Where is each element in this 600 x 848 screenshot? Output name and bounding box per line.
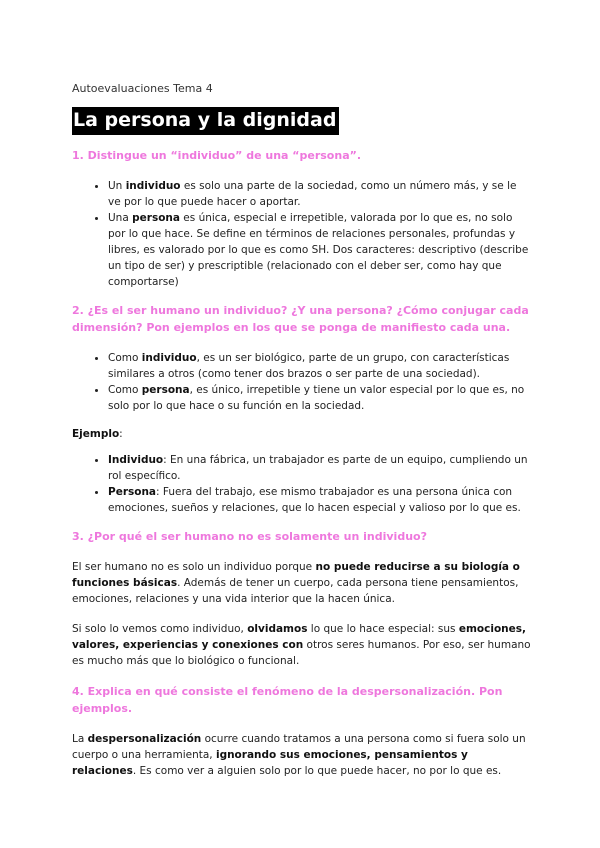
example-label: Ejemplo:	[72, 428, 123, 440]
question-3-heading: 3. ¿Por qué el ser humano no es solamente un individuo?	[72, 530, 427, 543]
question-4-heading: 4. Explica en qué consiste el fenómeno de la despersonalización. Pon ejemplos.	[72, 685, 503, 715]
document-header: Autoevaluaciones Tema 4	[72, 82, 213, 95]
list-item: • Una persona es única, especial e irrepetible, valorada por lo que es, no solo por lo que hace. Se define en términos de relaciones personales, profundas y libres, es valorado por lo que es como SH. Dos caracteres: descriptivo (describe un tipo de ser) y prescriptible (relacionado con el deber ser, como hay que comportarse)	[108, 210, 532, 290]
question-1-heading: 1. Distingue un “individuo” de una “persona”.	[72, 149, 362, 162]
list-item: • Un individuo es solo una parte de la sociedad, como un número más, y se le ve por lo que puede hacer o aportar.	[108, 178, 532, 210]
question-4-paragraph-1: La despersonalización ocurre cuando tratamos a una persona como si fuera solo un cuerpo o una herramienta, ignorando sus emociones, pensamientos y relaciones. Es como ver a alguien solo por lo que puede hacer, no por lo que es.	[72, 733, 526, 777]
page-title: La persona y la dignidad	[72, 107, 339, 135]
list-item: • Como persona, es único, irrepetible y tiene un valor especial por lo que es, no solo por lo que hace o su función en la sociedad.	[108, 382, 532, 414]
question-1-list	[72, 178, 532, 290]
question-3-paragraph-2: Si solo lo vemos como individuo, olvidamos lo que lo hace especial: sus emociones, valores, experiencias y conexiones con otros seres humanos. Por eso, ser humano es mucho más que lo biológico o funcional.	[72, 623, 531, 667]
list-item: • Como individuo, es un ser biológico, parte de un grupo, con características similares a otros (como tener dos brazos o ser parte de una sociedad).	[108, 350, 532, 382]
document-content	[72, 82, 532, 793]
example-list	[72, 452, 532, 516]
list-item: • Persona: Fuera del trabajo, ese mismo trabajador es una persona única con emociones, sueños y relaciones, que lo hacen especial y valioso por lo que es.	[108, 484, 532, 516]
list-item: • Individuo: En una fábrica, un trabajador es parte de un equipo, cumpliendo un rol específico.	[108, 452, 532, 484]
question-2-list	[72, 350, 532, 414]
question-3-paragraph-1: El ser humano no es solo un individuo porque no puede reducirse a su biología o funciones básicas. Además de tener un cuerpo, cada persona tiene pensamientos, emociones, relaciones y una vida interior que la hacen única.	[72, 561, 520, 605]
question-2-heading: 2. ¿Es el ser humano un individuo? ¿Y una persona? ¿Cómo conjugar cada dimensión? Pon ejemplos en los que se ponga de manifiesto cada una.	[72, 304, 529, 334]
